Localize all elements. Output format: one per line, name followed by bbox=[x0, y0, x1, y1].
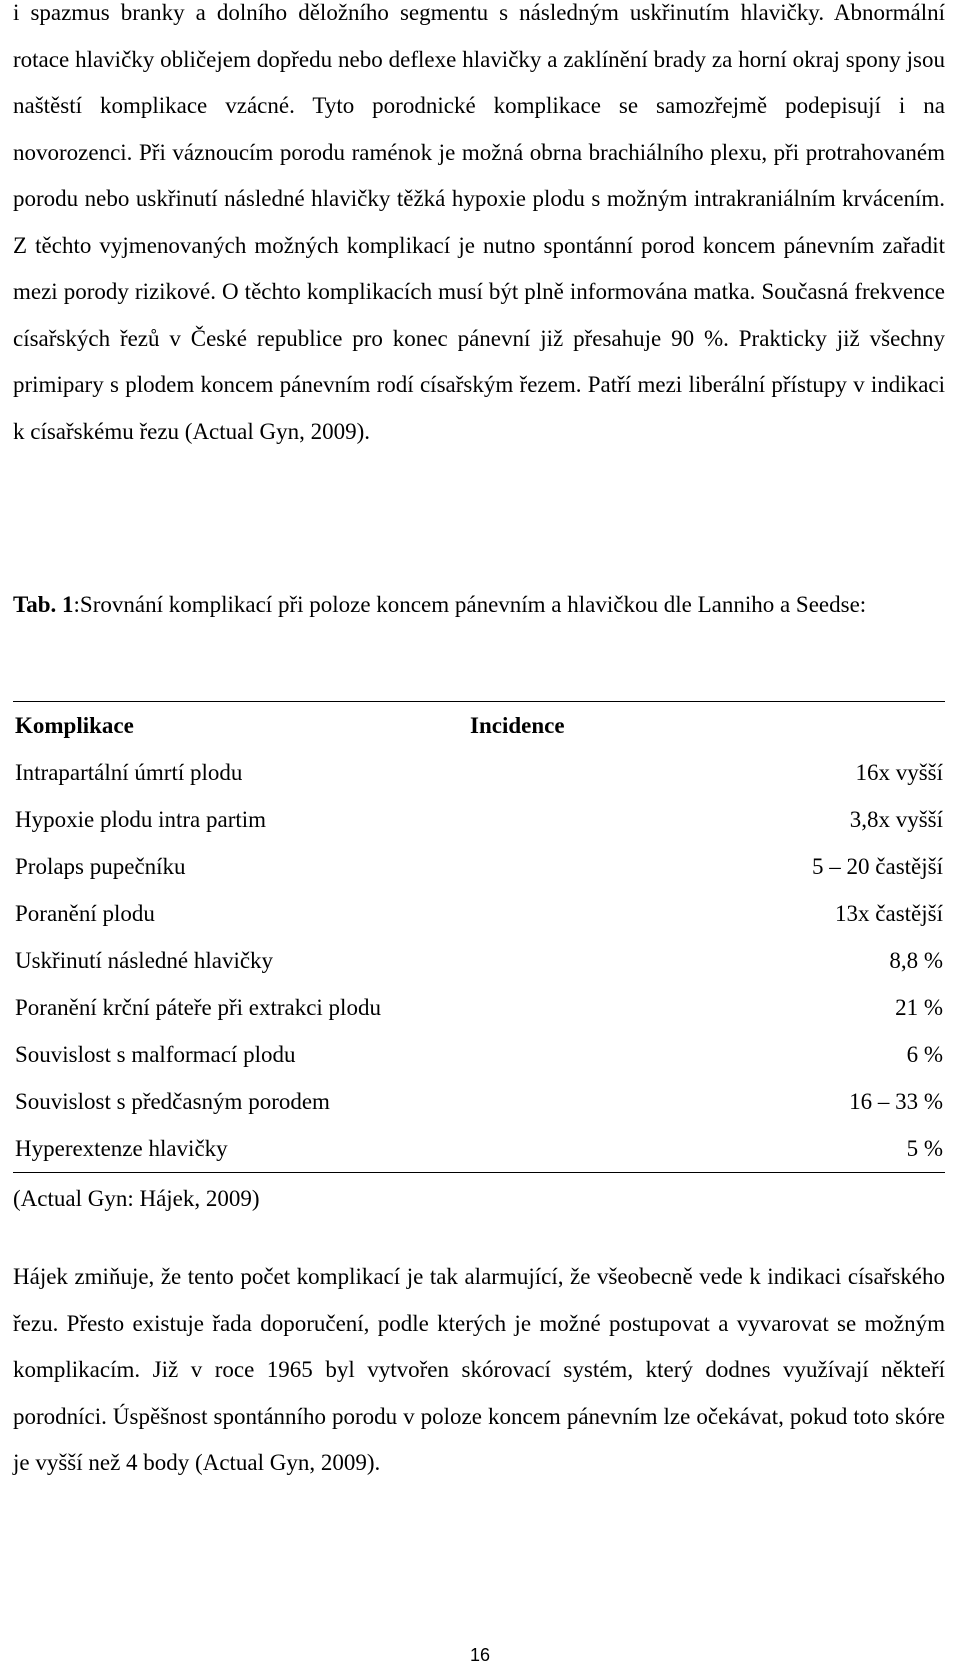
row-complication: Prolaps pupečníku bbox=[15, 853, 186, 879]
row-complication: Souvislost s malformací plodu bbox=[15, 1041, 296, 1067]
page-number: 16 bbox=[469, 1645, 491, 1665]
row-incidence: 5 % bbox=[458, 1125, 945, 1173]
row-incidence: 8,8 % bbox=[889, 947, 943, 973]
table-row bbox=[13, 1125, 945, 1173]
table-row bbox=[13, 1031, 945, 1078]
table-row bbox=[13, 937, 945, 984]
row-incidence: 3,8x vyšší bbox=[849, 806, 943, 832]
table-caption bbox=[13, 582, 945, 629]
row-complication: Souvislost s předčasným porodem bbox=[15, 1088, 330, 1114]
row-incidence: 16 – 33 % bbox=[849, 1088, 943, 1114]
table-row bbox=[13, 796, 945, 843]
table-row bbox=[13, 984, 945, 1031]
table-row bbox=[13, 890, 945, 937]
paragraph-top: i spazmus branky a dolního děložního segmentu s následným uskřinutím hlavičky. Abnormální rotace hlavičky obličejem dopředu nebo deflexe hlavičky a zaklínění brady za horní okraj spony jsou naštěstí komplikace vzácné. Tyto porodnické komplikace se samozřejmě podepisují i na novorozenci. Při váznoucím porodu raménok je možná obrna brachiálního plexu, při protrahovaném porodu nebo uskřinutí následné hlavičky těžká hypoxie plodu s možným intrakraniálním krvácením. Z těchto vyjmenovaných možných komplikací je nutno spontánní porod koncem pánevním zařadit mezi porody rizikové. O těchto komplikacích musí být plně informována matka. Současná frekvence císařských řezů v České republice pro konec pánevní již přesahuje 90 %. Prakticky již všechny primipary s plodem koncem pánevním rodí císařským řezem. Patří mezi liberální přístupy v indikaci k císařskému řezu (Actual Gyn, 2009). bbox=[13, 0, 945, 444]
row-incidence: 21 % bbox=[895, 994, 943, 1020]
table-row bbox=[13, 749, 945, 796]
row-complication: Uskřinutí následné hlavičky bbox=[15, 947, 274, 973]
row-incidence: 16x vyšší bbox=[855, 759, 943, 785]
caption-label: Tab. bbox=[13, 592, 57, 617]
row-complication: Hypoxie plodu intra partim bbox=[15, 806, 267, 832]
row-incidence: 5 – 20 častější bbox=[812, 853, 943, 879]
table-row bbox=[13, 1078, 945, 1125]
caption-text: :Srovnání komplikací při poloze koncem pánevním a hlavičkou dle Lanniho a Seedse: bbox=[73, 592, 867, 617]
header-incidence: Incidence bbox=[458, 702, 945, 750]
table-source: (Actual Gyn: Hájek, 2009) bbox=[13, 1186, 260, 1211]
caption-number: 1 bbox=[62, 592, 74, 617]
row-complication: Hyperextenze hlavičky bbox=[13, 1125, 458, 1173]
complications-table-wrap bbox=[13, 701, 945, 1173]
row-incidence: 6 % bbox=[906, 1041, 943, 1067]
complications-table bbox=[13, 701, 945, 1173]
row-complication: Poranění plodu bbox=[15, 900, 155, 926]
row-complication: Poranění krční páteře při extrakci plodu bbox=[15, 994, 381, 1020]
paragraph-bottom: Hájek zmiňuje, že tento počet komplikací je tak alarmující, že všeobecně vede k indikaci císařského řezu. Přesto existuje řada doporučení, podle kterých je možné postupovat a vyvarovat se možným komplikacím. Již v roce 1965 byl vytvořen skórovací systém, který dodnes využívají někteří porodníci. Úspěšnost spontánního porodu v poloze koncem pánevním lze očekávat, pokud toto skóre je vyšší než 4 body (Actual Gyn, 2009). bbox=[13, 1264, 945, 1475]
header-komplikace: Komplikace bbox=[13, 702, 458, 750]
row-complication: Intrapartální úmrtí plodu bbox=[15, 759, 243, 785]
table-header-row bbox=[13, 702, 945, 750]
table-row bbox=[13, 843, 945, 890]
row-incidence: 13x častější bbox=[835, 900, 943, 926]
